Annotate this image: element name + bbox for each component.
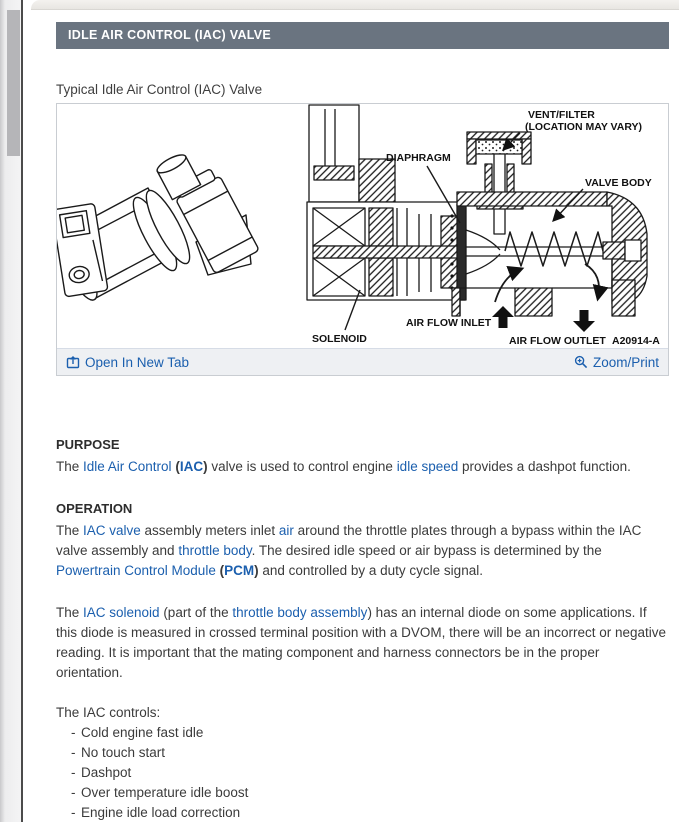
figure-toolbar bbox=[57, 348, 668, 375]
operation-paragraph-1 bbox=[56, 521, 669, 581]
iac-valve-perspective-view bbox=[57, 152, 259, 305]
inline-link[interactable]: IAC valve bbox=[83, 523, 141, 538]
inline-link[interactable]: throttle body assembly bbox=[232, 605, 368, 620]
iac-valve-diagram bbox=[57, 104, 667, 348]
purpose-paragraph bbox=[56, 457, 669, 477]
list-bullet: - bbox=[71, 745, 76, 760]
zoom-print-link[interactable] bbox=[574, 355, 659, 370]
text-segment: The bbox=[56, 459, 84, 474]
operation-paragraph-2 bbox=[56, 603, 669, 683]
label-figure-number: A20914-A bbox=[612, 335, 660, 347]
figure-frame bbox=[56, 103, 669, 376]
purpose-heading: PURPOSE bbox=[56, 437, 120, 452]
inline-link[interactable]: PCM bbox=[224, 563, 255, 578]
label-diaphragm: DIAPHRAGM bbox=[386, 152, 451, 164]
label-air-flow-inlet: AIR FLOW INLET bbox=[406, 317, 492, 329]
list-item bbox=[56, 783, 669, 803]
label-vent-filter-note: (LOCATION MAY VARY) bbox=[525, 121, 643, 133]
open-in-new-tab-link[interactable] bbox=[66, 355, 189, 370]
list-bullet: - bbox=[71, 765, 76, 780]
list-item-label: Dashpot bbox=[81, 765, 132, 780]
list-item-label: Over temperature idle boost bbox=[81, 785, 249, 800]
list-bullet: - bbox=[71, 805, 76, 820]
section-title: IDLE AIR CONTROL (IAC) VALVE bbox=[68, 28, 272, 42]
list-item bbox=[56, 803, 669, 823]
list-item bbox=[56, 723, 669, 743]
label-air-flow-outlet: AIR FLOW OUTLET bbox=[509, 335, 606, 347]
controls-intro: The IAC controls: bbox=[56, 705, 161, 720]
external-link-icon bbox=[66, 355, 80, 369]
label-solenoid: SOLENOID bbox=[312, 333, 367, 345]
magnifier-plus-icon bbox=[574, 355, 588, 369]
label-vent-filter: VENT/FILTER bbox=[528, 109, 595, 121]
operation-heading: OPERATION bbox=[56, 501, 133, 516]
text-segment: ) bbox=[203, 459, 208, 474]
inline-link[interactable]: idle speed bbox=[396, 459, 459, 474]
figure-caption: Typical Idle Air Control (IAC) Valve bbox=[56, 82, 263, 97]
zoom-print-label: Zoom/Print bbox=[592, 354, 659, 370]
text-segment: The bbox=[56, 523, 84, 538]
figure-image bbox=[57, 104, 668, 348]
text-segment: assembly meters inlet bbox=[140, 523, 279, 538]
open-in-new-tab-label: Open In New Tab bbox=[85, 354, 190, 370]
iac-valve-cross-section bbox=[307, 105, 647, 332]
text-segment: ) bbox=[254, 563, 259, 578]
text-segment: ) has an internal diode on some applications. If this diode is measured in crossed terminal position with a DVOM, there will be an incorrect or negative reading. It is important that the mating component and harness connectors be in the proper orientation. bbox=[56, 605, 667, 680]
text-segment: valve is used to control engine bbox=[207, 459, 397, 474]
text-segment: . The desired idle speed or air bypass is determined by the bbox=[251, 543, 602, 558]
list-bullet: - bbox=[71, 725, 76, 740]
text-segment: provides a dashpot function. bbox=[458, 459, 631, 474]
inline-link[interactable]: throttle body bbox=[178, 543, 252, 558]
inline-link[interactable]: Powertrain Control Module bbox=[56, 563, 216, 578]
page-top-strip bbox=[31, 0, 679, 10]
inline-link[interactable]: air bbox=[278, 523, 294, 538]
text-segment: ( bbox=[215, 563, 225, 578]
list-item-label: Cold engine fast idle bbox=[81, 725, 204, 740]
list-item bbox=[56, 743, 669, 763]
inline-link[interactable]: IAC solenoid bbox=[83, 605, 160, 620]
list-item-label: No touch start bbox=[81, 745, 166, 760]
list-bullet: - bbox=[71, 785, 76, 800]
text-segment: The bbox=[56, 605, 84, 620]
scrollbar-track[interactable] bbox=[0, 0, 21, 822]
inline-link[interactable]: Idle Air Control bbox=[83, 459, 172, 474]
scrollbar-thumb[interactable] bbox=[7, 10, 20, 156]
list-item-label: Engine idle load correction bbox=[81, 805, 241, 820]
section-header bbox=[56, 22, 669, 49]
text-segment: ( bbox=[171, 459, 180, 474]
text-segment: and controlled by a duty cycle signal. bbox=[258, 563, 483, 578]
inline-link[interactable]: IAC bbox=[179, 459, 204, 474]
label-valve-body: VALVE BODY bbox=[585, 177, 652, 189]
text-segment: (part of the bbox=[159, 605, 233, 620]
list-item bbox=[56, 763, 669, 783]
controls-list bbox=[56, 723, 669, 823]
text-segment: around the throttle plates through a bypass within the IAC valve assembly and bbox=[56, 523, 642, 558]
article-panel bbox=[23, 0, 679, 822]
